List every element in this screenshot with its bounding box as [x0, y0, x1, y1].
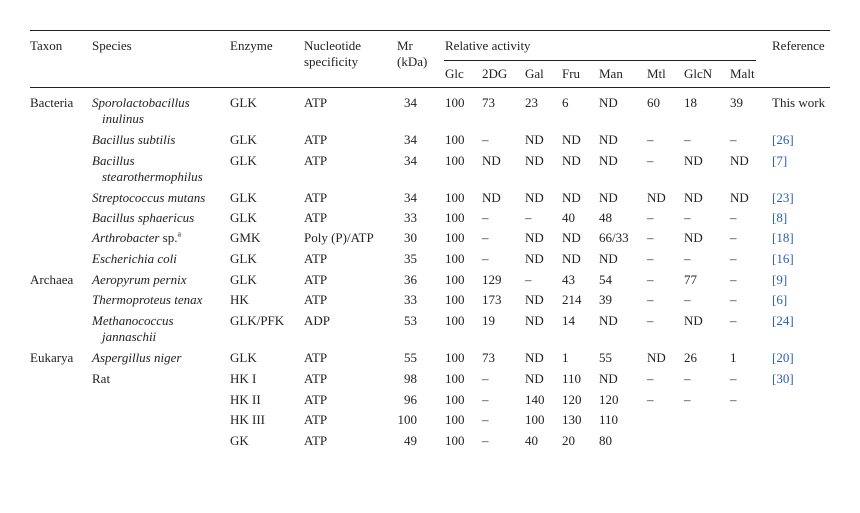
row-10-2dg: 73	[482, 350, 495, 365]
header-mr-line2: (kDa)	[397, 54, 428, 69]
row-0-taxon: Bacteria	[30, 95, 74, 110]
row-0-enzyme: GLK	[230, 95, 257, 110]
row-10-species: Aspergillus niger	[92, 350, 182, 365]
row-0-reference: This work	[772, 95, 826, 110]
row-1-glc: 100	[445, 132, 465, 147]
row-0-gal: 23	[525, 95, 538, 110]
row-9-reference-link[interactable]: [24]	[772, 313, 794, 328]
row-12-glcn: –	[684, 392, 691, 407]
row-5-enzyme: GMK	[230, 230, 261, 245]
row-9-malt: –	[730, 313, 737, 328]
row-0-2dg: 73	[482, 95, 495, 110]
row-12-enzyme: HK II	[230, 392, 261, 407]
row-10-mr: 55	[404, 350, 417, 365]
row-7-glc: 100	[445, 272, 465, 287]
row-10-fru: 1	[562, 350, 569, 365]
row-14-gal: 40	[525, 433, 538, 448]
top-rule	[30, 30, 830, 31]
row-7-gal: –	[525, 272, 532, 287]
row-8-mr: 33	[404, 292, 417, 307]
row-11-gal: ND	[525, 371, 544, 386]
row-7-nucleotide: ATP	[304, 272, 328, 287]
row-1-mtl: –	[647, 132, 654, 147]
row-6-glcn: –	[684, 251, 691, 266]
row-9-2dg: 19	[482, 313, 495, 328]
row-1-malt: –	[730, 132, 737, 147]
row-4-enzyme: GLK	[230, 210, 257, 225]
row-2-malt: ND	[730, 153, 749, 168]
header-gal: Gal	[525, 66, 544, 81]
row-10-reference-link[interactable]: [20]	[772, 350, 794, 365]
row-0-species-line2: inulinus	[102, 111, 144, 126]
row-12-man: 120	[599, 392, 619, 407]
row-0-fru: 6	[562, 95, 569, 110]
row-8-malt: –	[730, 292, 737, 307]
row-4-glc: 100	[445, 210, 465, 225]
row-12-mtl: –	[647, 392, 654, 407]
row-5-glcn: ND	[684, 230, 703, 245]
row-7-2dg: 129	[482, 272, 502, 287]
row-5-malt: –	[730, 230, 737, 245]
row-5-man: 66/33	[599, 230, 629, 245]
row-6-glc: 100	[445, 251, 465, 266]
row-3-fru: ND	[562, 190, 581, 205]
row-5-mtl: –	[647, 230, 654, 245]
row-0-man: ND	[599, 95, 618, 110]
row-7-man: 54	[599, 272, 612, 287]
row-0-glcn: 18	[684, 95, 697, 110]
row-0-mtl: 60	[647, 95, 660, 110]
row-13-nucleotide: ATP	[304, 412, 328, 427]
row-10-enzyme: GLK	[230, 350, 257, 365]
row-9-mr: 53	[404, 313, 417, 328]
row-12-gal: 140	[525, 392, 545, 407]
row-2-mtl: –	[647, 153, 654, 168]
row-2-2dg: ND	[482, 153, 501, 168]
row-9-gal: ND	[525, 313, 544, 328]
row-10-mtl: ND	[647, 350, 666, 365]
header-taxon: Taxon	[30, 38, 63, 53]
row-2-glcn: ND	[684, 153, 703, 168]
row-11-mtl: –	[647, 371, 654, 386]
header-glcn: GlcN	[684, 66, 713, 81]
row-5-species	[92, 230, 181, 246]
row-7-species: Aeropyrum pernix	[92, 272, 187, 287]
row-5-reference-link[interactable]: [18]	[772, 230, 794, 245]
row-14-mr: 49	[404, 433, 417, 448]
row-4-man: 48	[599, 210, 612, 225]
row-1-fru: ND	[562, 132, 581, 147]
row-1-glcn: –	[684, 132, 691, 147]
row-2-gal: ND	[525, 153, 544, 168]
row-12-2dg: –	[482, 392, 489, 407]
row-0-nucleotide: ATP	[304, 95, 328, 110]
row-14-glc: 100	[445, 433, 465, 448]
row-7-glcn: 77	[684, 272, 697, 287]
row-10-nucleotide: ATP	[304, 350, 328, 365]
row-9-glcn: ND	[684, 313, 703, 328]
row-11-nucleotide: ATP	[304, 371, 328, 386]
row-14-fru: 20	[562, 433, 575, 448]
row-10-glc: 100	[445, 350, 465, 365]
row-2-species-line1: Bacillus	[92, 153, 135, 168]
row-10-gal: ND	[525, 350, 544, 365]
row-3-species: Streptococcus mutans	[92, 190, 206, 205]
row-1-species: Bacillus subtilis	[92, 132, 176, 147]
row-5-2dg: –	[482, 230, 489, 245]
row-12-mr: 96	[404, 392, 417, 407]
row-6-species: Escherichia coli	[92, 251, 177, 266]
row-1-nucleotide: ATP	[304, 132, 328, 147]
row-1-man: ND	[599, 132, 618, 147]
row-13-fru: 130	[562, 412, 582, 427]
row-9-man: ND	[599, 313, 618, 328]
row-9-species-line2: jannaschii	[102, 329, 157, 344]
row-9-mtl: –	[647, 313, 654, 328]
row-3-enzyme: GLK	[230, 190, 257, 205]
row-9-glc: 100	[445, 313, 465, 328]
row-4-mr: 33	[404, 210, 417, 225]
row-13-2dg: –	[482, 412, 489, 427]
row-8-glcn: –	[684, 292, 691, 307]
row-11-enzyme: HK I	[230, 371, 257, 386]
row-8-glc: 100	[445, 292, 465, 307]
row-0-mr: 34	[404, 95, 417, 110]
row-11-mr: 98	[404, 371, 417, 386]
row-3-malt: ND	[730, 190, 749, 205]
row-2-fru: ND	[562, 153, 581, 168]
header-rule	[30, 87, 830, 88]
row-8-2dg: 173	[482, 292, 502, 307]
row-2-species-line2: stearothermophilus	[102, 169, 203, 184]
row-11-fru: 110	[562, 371, 582, 386]
row-12-fru: 120	[562, 392, 582, 407]
row-9-fru: 14	[562, 313, 575, 328]
row-9-nucleotide: ADP	[304, 313, 331, 328]
row-3-mtl: ND	[647, 190, 666, 205]
row-11-species: Rat	[92, 371, 111, 386]
row-6-man: ND	[599, 251, 618, 266]
row-5-fru: ND	[562, 230, 581, 245]
row-5-species-suffix: sp.	[159, 230, 178, 245]
row-7-fru: 43	[562, 272, 575, 287]
row-4-fru: 40	[562, 210, 575, 225]
header-nucleotide-line2: specificity	[304, 54, 359, 69]
row-11-2dg: –	[482, 371, 489, 386]
row-10-man: 55	[599, 350, 612, 365]
row-2-man: ND	[599, 153, 618, 168]
row-6-enzyme: GLK	[230, 251, 257, 266]
header-mr-line1: Mr	[397, 38, 413, 53]
row-8-reference-link[interactable]: [6]	[772, 292, 788, 307]
row-2-mr: 34	[404, 153, 417, 168]
row-3-2dg: ND	[482, 190, 501, 205]
row-12-glc: 100	[445, 392, 465, 407]
row-3-mr: 34	[404, 190, 417, 205]
row-1-gal: ND	[525, 132, 544, 147]
row-0-glc: 100	[445, 95, 465, 110]
header-mtl: Mtl	[647, 66, 666, 81]
row-5-footnote-mark: a	[177, 229, 182, 239]
row-8-species: Thermoproteus tenax	[92, 292, 203, 307]
row-8-enzyme: HK	[230, 292, 249, 307]
header-2dg: 2DG	[482, 66, 508, 81]
row-5-species-genus: Arthrobacter	[92, 230, 160, 245]
row-7-mtl: –	[647, 272, 654, 287]
row-4-reference-link[interactable]: [8]	[772, 210, 788, 225]
row-8-fru: 214	[562, 292, 582, 307]
row-9-enzyme: GLK/PFK	[230, 313, 285, 328]
row-7-mr: 36	[404, 272, 417, 287]
row-3-glcn: ND	[684, 190, 703, 205]
row-4-gal: –	[525, 210, 532, 225]
row-0-species-line1: Sporolactobacillus	[92, 95, 190, 110]
row-14-nucleotide: ATP	[304, 433, 328, 448]
row-11-glc: 100	[445, 371, 465, 386]
row-8-nucleotide: ATP	[304, 292, 328, 307]
row-2-enzyme: GLK	[230, 153, 257, 168]
row-7-enzyme: GLK	[230, 272, 257, 287]
row-13-gal: 100	[525, 412, 545, 427]
row-14-2dg: –	[482, 433, 489, 448]
row-8-mtl: –	[647, 292, 654, 307]
row-10-glcn: 26	[684, 350, 697, 365]
row-3-gal: ND	[525, 190, 544, 205]
row-6-2dg: –	[482, 251, 489, 266]
row-7-taxon: Archaea	[30, 272, 74, 287]
row-13-man: 110	[599, 412, 619, 427]
header-malt: Malt	[730, 66, 755, 81]
row-6-fru: ND	[562, 251, 581, 266]
row-5-gal: ND	[525, 230, 544, 245]
row-8-gal: ND	[525, 292, 544, 307]
row-3-reference-link[interactable]: [23]	[772, 190, 794, 205]
row-3-nucleotide: ATP	[304, 190, 328, 205]
row-1-reference-link[interactable]: [26]	[772, 132, 794, 147]
row-4-malt: –	[730, 210, 737, 225]
header-enzyme: Enzyme	[230, 38, 273, 53]
header-relative-activity: Relative activity	[445, 38, 531, 53]
row-11-reference-link[interactable]: [30]	[772, 371, 794, 386]
row-4-nucleotide: ATP	[304, 210, 328, 225]
row-6-mr: 35	[404, 251, 417, 266]
row-5-nucleotide: Poly (P)/ATP	[304, 230, 374, 245]
row-2-glc: 100	[445, 153, 465, 168]
row-12-malt: –	[730, 392, 737, 407]
header-nucleotide-line1: Nucleotide	[304, 38, 362, 53]
row-4-species: Bacillus sphaericus	[92, 210, 195, 225]
row-1-enzyme: GLK	[230, 132, 257, 147]
row-6-nucleotide: ATP	[304, 251, 328, 266]
row-13-enzyme: HK III	[230, 412, 266, 427]
row-10-taxon: Eukarya	[30, 350, 74, 365]
header-man: Man	[599, 66, 623, 81]
row-11-glcn: –	[684, 371, 691, 386]
row-14-man: 80	[599, 433, 612, 448]
row-13-mr: 100	[397, 412, 417, 427]
row-4-mtl: –	[647, 210, 654, 225]
row-3-man: ND	[599, 190, 618, 205]
row-10-malt: 1	[730, 350, 737, 365]
row-14-enzyme: GK	[230, 433, 249, 448]
row-6-malt: –	[730, 251, 737, 266]
row-1-mr: 34	[404, 132, 417, 147]
row-11-malt: –	[730, 371, 737, 386]
relative-activity-rule	[444, 60, 756, 61]
header-species: Species	[92, 38, 132, 53]
row-2-nucleotide: ATP	[304, 153, 328, 168]
header-glc: Glc	[445, 66, 464, 81]
row-12-nucleotide: ATP	[304, 392, 328, 407]
row-7-malt: –	[730, 272, 737, 287]
header-reference: Reference	[772, 38, 825, 53]
row-8-man: 39	[599, 292, 612, 307]
header-fru: Fru	[562, 66, 581, 81]
row-7-reference-link[interactable]: [9]	[772, 272, 788, 287]
row-6-reference-link[interactable]: [16]	[772, 251, 794, 266]
row-0-malt: 39	[730, 95, 743, 110]
row-9-species-line1: Methanococcus	[92, 313, 174, 328]
row-11-man: ND	[599, 371, 618, 386]
row-6-mtl: –	[647, 251, 654, 266]
row-2-reference-link[interactable]: [7]	[772, 153, 788, 168]
row-4-glcn: –	[684, 210, 691, 225]
row-1-2dg: –	[482, 132, 489, 147]
row-3-glc: 100	[445, 190, 465, 205]
row-13-glc: 100	[445, 412, 465, 427]
row-6-gal: ND	[525, 251, 544, 266]
row-5-mr: 30	[404, 230, 417, 245]
row-4-2dg: –	[482, 210, 489, 225]
row-5-glc: 100	[445, 230, 465, 245]
